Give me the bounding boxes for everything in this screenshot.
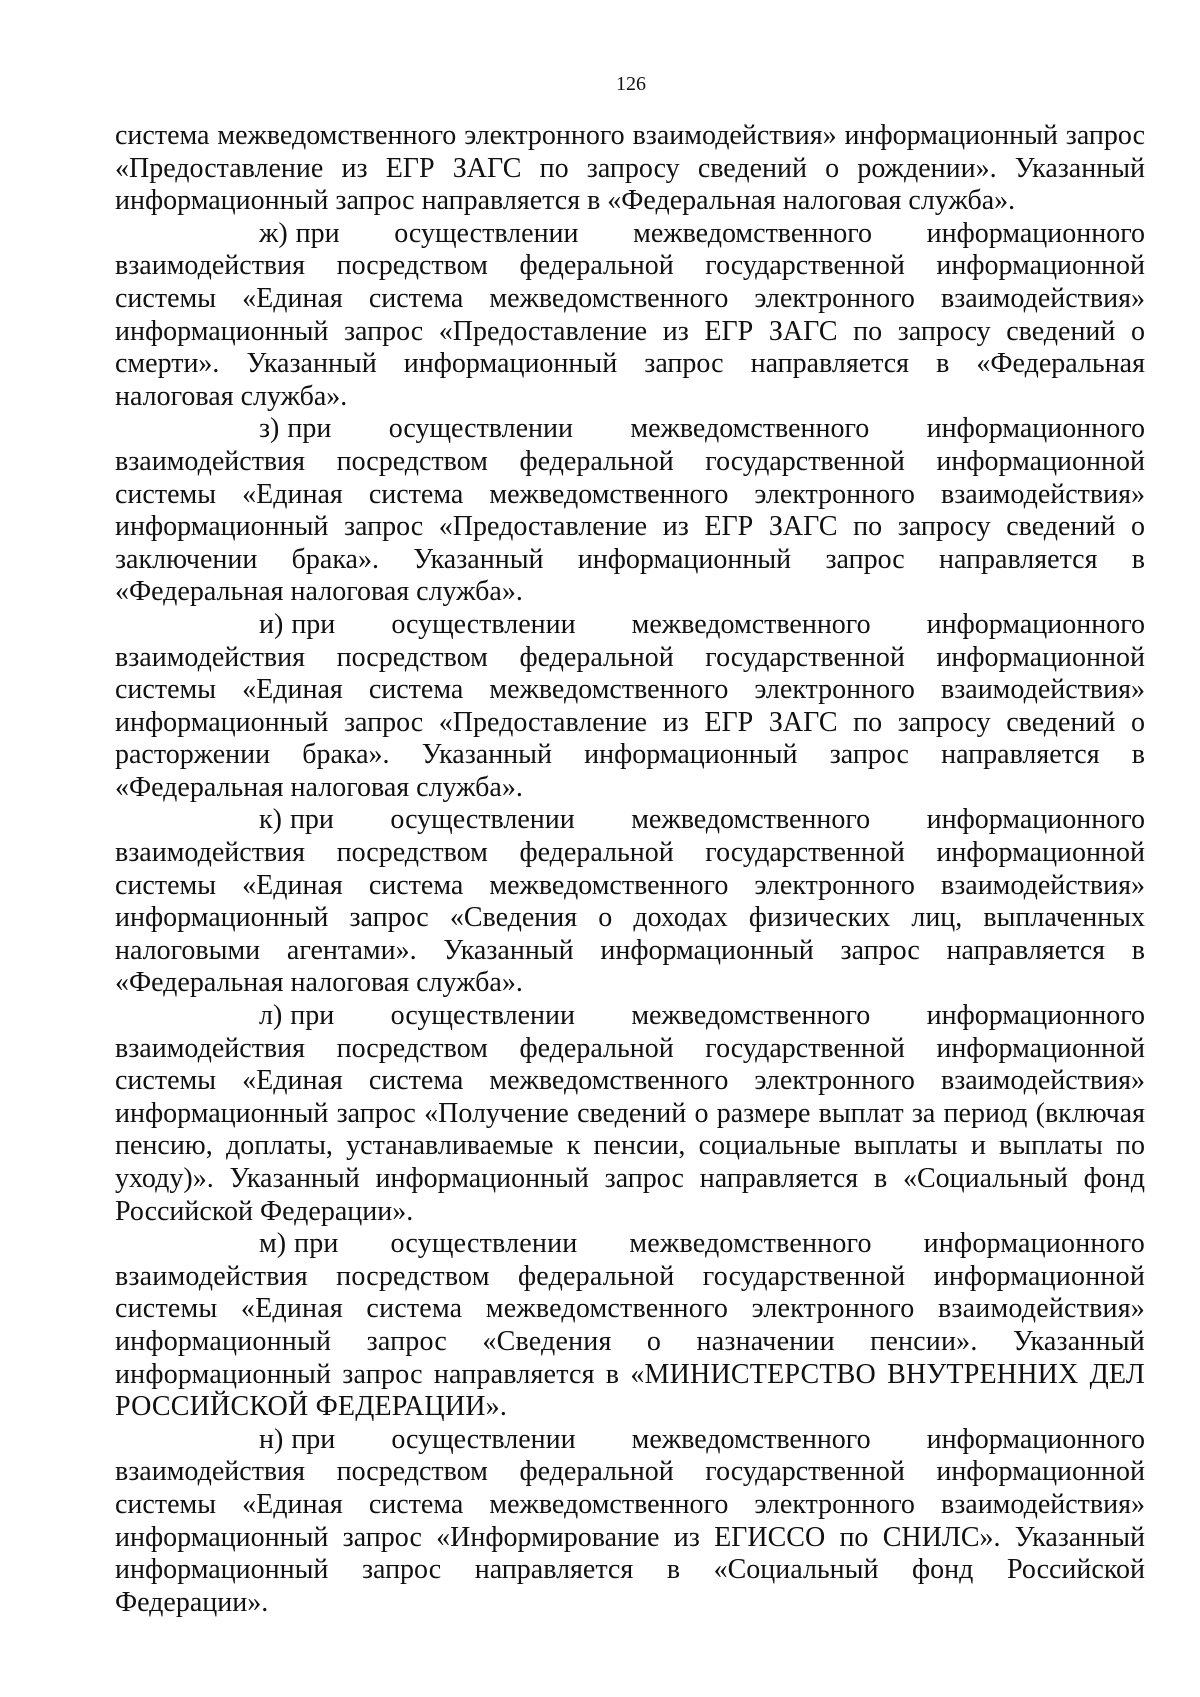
list-item-k	[115, 804, 1145, 1000]
list-item-letter: н)	[259, 1423, 284, 1455]
document-body	[115, 120, 1145, 1619]
list-item-text: при осуществлении межведомственного информационного взаимодействия посредством федеральной государственной информационной системы «Единая система межведомственного электронного взаимодействия» информационный запрос «Информирование из ЕГИССО по СНИЛС». Указанный информационный запрос направляется в «Социальный фонд Российской Федерации».	[115, 1423, 1145, 1618]
list-item-text: при осуществлении межведомственного информационного взаимодействия посредством федеральной государственной информационной системы «Единая система межведомственного электронного взаимодействия» информационный запрос «Предоставление из ЕГР ЗАГС по запросу сведений о заключении брака». Указанный информационный запрос направляется в «Федеральная налоговая служба».	[115, 413, 1145, 608]
list-item-l	[115, 1000, 1145, 1228]
list-item-letter: к)	[259, 804, 282, 836]
list-item-text: при осуществлении межведомственного информационного взаимодействия посредством федеральной государственной информационной системы «Единая система межведомственного электронного взаимодействия» информационный запрос «Предоставление из ЕГР ЗАГС по запросу сведений о расторжении брака». Указанный информационный запрос направляется в «Федеральная налоговая служба».	[115, 608, 1145, 803]
list-item-letter: з)	[259, 413, 280, 445]
list-item-text: при осуществлении межведомственного информационного взаимодействия посредством федеральной государственной информационной системы «Единая система межведомственного электронного взаимодействия» информационный запрос «Получение сведений о размере выплат за период (включая пенсию, доплаты, устанавливаемые к пенсии, социальные выплаты и выплаты по уходу)». Указанный информационный запрос направляется в «Социальный фонд Российской Федерации».	[115, 1000, 1145, 1227]
list-item-n	[115, 1424, 1145, 1620]
paragraph-continuation: система межведомственного электронного взаимодействия» информационный запрос «Предоставление из ЕГР ЗАГС по запросу сведений о рождении». Указанный информационный запрос направляется в «Федеральная налоговая служба».	[115, 120, 1145, 217]
list-item-text: при осуществлении межведомственного информационного взаимодействия посредством федеральной государственной информационной системы «Единая система межведомственного электронного взаимодействия» информационный запрос «Предоставление из ЕГР ЗАГС по запросу сведений о смерти». Указанный информационный запрос направляется в «Федеральная налоговая служба».	[115, 217, 1145, 412]
list-item-z	[115, 413, 1145, 609]
list-item-m	[115, 1228, 1145, 1424]
list-item-text: при осуществлении межведомственного информационного взаимодействия посредством федеральной государственной информационной системы «Единая система межведомственного электронного взаимодействия» информационный запрос «Сведения о доходах физических лиц, выплаченных налоговыми агентами». Указанный информационный запрос направляется в «Федеральная налоговая служба».	[115, 804, 1145, 999]
list-item-letter: и)	[259, 608, 284, 640]
list-item-letter: л)	[259, 1000, 283, 1032]
page-number: 126	[616, 73, 646, 95]
list-item-i	[115, 609, 1145, 805]
list-item-text: при осуществлении межведомственного информационного взаимодействия посредством федеральной государственной информационной системы «Единая система межведомственного электронного взаимодействия» информационный запрос «Сведения о назначении пенсии». Указанный информационный запрос направляется в «МИНИСТЕРСТВО ВНУТРЕННИХ ДЕЛ РОССИЙСКОЙ ФЕДЕРАЦИИ».	[115, 1228, 1145, 1423]
list-item-letter: ж)	[259, 217, 288, 249]
list-item-letter: м)	[259, 1228, 287, 1260]
list-item-zh	[115, 218, 1145, 414]
